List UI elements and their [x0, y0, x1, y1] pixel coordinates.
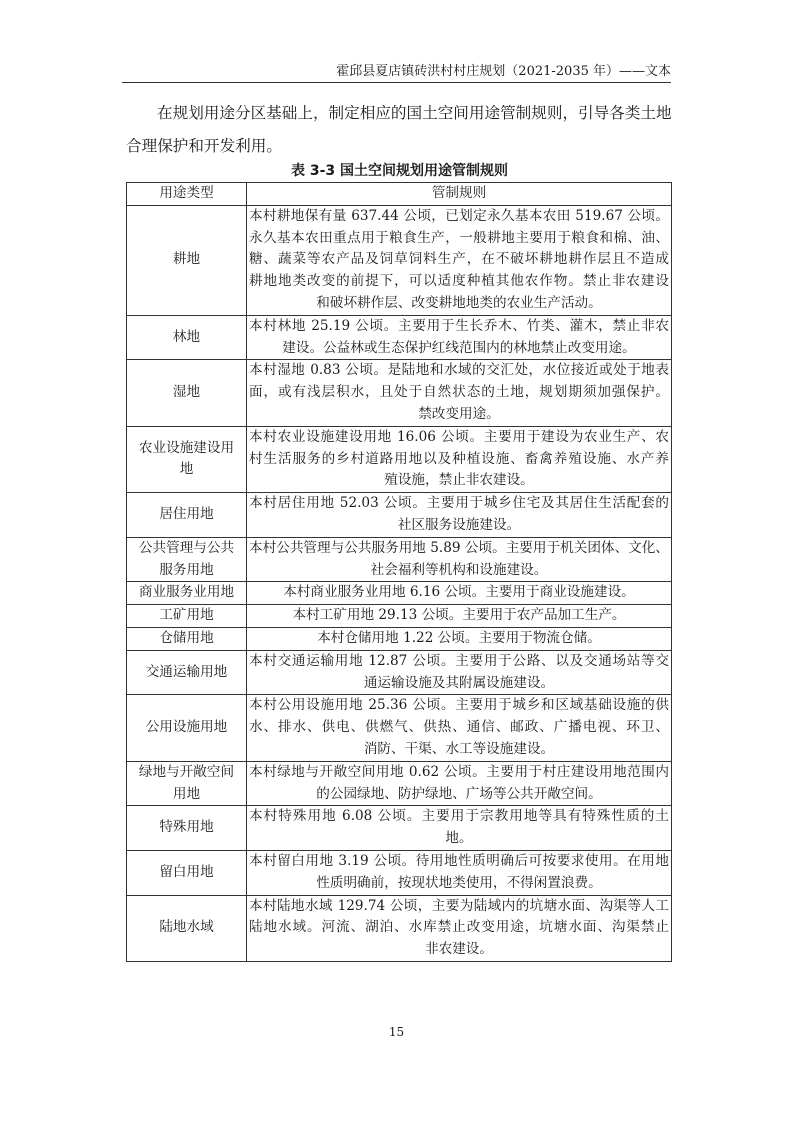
table-header-row	[127, 183, 672, 206]
control-rule-line: 本村农业设施建设用地 16.06 公顷。主要用于建设为农业生产、农	[249, 428, 669, 445]
land-use-type-line: 绿地与开敞空间	[138, 763, 235, 780]
land-use-type-line: 公用设施用地	[145, 719, 228, 736]
table-row	[127, 426, 672, 492]
column-header-type: 用途类型	[127, 183, 247, 206]
land-use-type-line: 居住用地	[159, 506, 214, 523]
land-use-type-cell	[127, 426, 247, 492]
control-rule-line: 殖设施，禁止非农建设。	[384, 472, 534, 489]
control-rule-cell	[247, 205, 672, 315]
control-rule-cell	[247, 650, 672, 695]
table-row	[127, 537, 672, 582]
intro-line-2: 合理保护和开发利用。	[126, 137, 282, 155]
land-use-type-cell	[127, 360, 247, 426]
table-row	[127, 582, 672, 605]
land-use-type-line: 工矿用地	[159, 607, 214, 624]
control-rule-cell	[247, 695, 672, 761]
control-rule-line: 本村商业服务业用地 6.16 公顷。主要用于商业设施建设。	[283, 584, 635, 601]
land-use-type-cell	[127, 315, 247, 360]
control-rule-line: 本村陆地水域 129.74 公顷，主要为陆域内的坑塘水面、沟渠等人工	[249, 897, 669, 914]
control-rule-line: 通运输设施及其附属设施建设。	[363, 674, 555, 691]
control-rule-line: 性质明确前，按现状地类使用，不得闲置浪费。	[316, 874, 602, 891]
control-rule-cell	[247, 627, 672, 650]
control-rule-line: 永久基本农田重点用于粮食生产，一般耕地主要用于粮食和棉、油、	[249, 229, 669, 246]
land-use-type-cell	[127, 493, 247, 538]
control-rule-cell	[247, 605, 672, 628]
land-use-type-line: 公共管理与公共	[138, 539, 235, 556]
control-rule-line: 本村公用设施用地 25.36 公顷。主要用于城乡和区域基础设施的供	[249, 697, 669, 714]
land-use-type-line: 商业服务业用地	[138, 584, 235, 601]
control-rule-line: 消防、干渠、水工等设施建设。	[363, 740, 555, 757]
land-use-type-line: 特殊用地	[159, 819, 214, 836]
control-rule-line: 本村交通运输用地 12.87 公顷。主要用于公路、以及交通场站等交	[249, 652, 669, 669]
control-rule-line: 建设。公益林或生态保护红线范围内的林地禁止改变用途。	[282, 339, 636, 356]
control-rule-line: 本村公共管理与公共服务用地 5.89 公顷。主要用于机关团体、文化、	[249, 539, 669, 556]
land-use-type-cell	[127, 582, 247, 605]
control-rule-line: 本村林地 25.19 公顷。主要用于生长乔木、竹类、灌木，禁止非农	[249, 317, 669, 334]
control-rule-line: 村生活服务的乡村道路用地以及种植设施、畜禽养殖设施、水产养	[249, 450, 669, 467]
table-row	[127, 695, 672, 761]
table-row	[127, 806, 672, 851]
table-row	[127, 761, 672, 806]
table-row	[127, 895, 672, 961]
land-use-type-line: 耕地	[172, 251, 201, 268]
land-use-control-table	[126, 182, 672, 962]
land-use-type-cell	[127, 695, 247, 761]
table-row	[127, 360, 672, 426]
control-rule-line: 本村居住用地 52.03 公顷。主要用于城乡住宅及其居住生活配套的	[249, 495, 669, 512]
land-use-type-cell	[127, 895, 247, 961]
control-rule-line: 非农建设。	[425, 941, 493, 958]
land-use-type-cell	[127, 850, 247, 895]
control-rule-line: 水、排水、供电、供燃气、供热、通信、邮政、广播电视、环卫、	[249, 719, 669, 736]
land-use-type-line: 地	[179, 461, 194, 478]
land-use-type-line: 农业设施建设用	[138, 439, 235, 456]
header-rule	[122, 82, 671, 83]
control-rule-cell	[247, 850, 672, 895]
control-rule-line: 本村留白用地 3.19 公顷。待用地性质明确后可按要求使用。在用地	[249, 852, 669, 869]
control-rule-line: 的公园绿地、防护绿地、广场等公共开敞空间。	[316, 785, 602, 802]
table-row	[127, 850, 672, 895]
control-rule-line: 社会福利等机构和设施建设。	[370, 561, 548, 578]
control-rule-line: 和破坏耕作层、改变耕地地类的农业生产活动。	[316, 294, 602, 311]
control-rule-cell	[247, 360, 672, 426]
page-number: 15	[388, 1025, 405, 1039]
control-rule-line: 本村工矿用地 29.13 公顷。主要用于农产品加工生产。	[292, 607, 626, 624]
intro-paragraph	[126, 97, 673, 163]
land-use-type-cell	[127, 627, 247, 650]
control-rule-cell	[247, 315, 672, 360]
table-row	[127, 315, 672, 360]
land-use-type-line: 仓储用地	[159, 629, 214, 646]
land-use-type-cell	[127, 537, 247, 582]
control-rule-line: 社区服务设施建设。	[397, 516, 521, 533]
land-use-type-line: 服务用地	[159, 561, 214, 578]
land-use-type-cell	[127, 605, 247, 628]
table-row	[127, 605, 672, 628]
table-row	[127, 627, 672, 650]
land-use-type-cell	[127, 806, 247, 851]
intro-line-1: 在规划用途分区基础上，制定相应的国土空间用途管制规则，引导各类土地	[157, 104, 672, 122]
table-row	[127, 205, 672, 315]
land-use-type-cell	[127, 650, 247, 695]
table-row	[127, 493, 672, 538]
control-rule-line: 本村绿地与开敞空间用地 0.62 公顷。主要用于村庄建设用地范围内	[249, 763, 669, 780]
land-use-type-line: 留白用地	[159, 863, 214, 880]
land-use-type-cell	[127, 205, 247, 315]
control-rule-cell	[247, 582, 672, 605]
column-header-rule: 管制规则	[247, 183, 672, 206]
control-rule-cell	[247, 895, 672, 961]
control-rule-line: 本村耕地保有量 637.44 公顷，已划定永久基本农田 519.67 公顷。	[249, 207, 669, 224]
control-rule-cell	[247, 426, 672, 492]
land-use-type-line: 用地	[172, 785, 201, 802]
control-rule-line: 糖、蔬菜等农产品及饲草饲料生产，在不破坏耕地耕作层且不造成	[249, 251, 669, 268]
table-caption: 表 3-3 国土空间规划用途管制规则	[290, 163, 509, 179]
control-rule-cell	[247, 761, 672, 806]
table-row	[127, 650, 672, 695]
control-rule-line: 面，或有浅层积水，且处于自然状态的土地，规划期须加强保护。	[249, 384, 669, 401]
control-rule-line: 禁改变用途。	[418, 405, 500, 422]
land-use-type-cell	[127, 761, 247, 806]
land-use-type-line: 林地	[172, 328, 201, 345]
control-rule-cell	[247, 806, 672, 851]
control-rule-cell	[247, 493, 672, 538]
land-use-type-line: 交通运输用地	[145, 663, 228, 680]
control-rule-line: 本村特殊用地 6.08 公顷。主要用于宗教用地等具有特殊性质的土	[249, 808, 669, 825]
land-use-type-line: 陆地水域	[159, 919, 214, 936]
control-rule-line: 本村仓储用地 1.22 公顷。主要用于物流仓储。	[317, 629, 601, 646]
control-rule-line: 本村湿地 0.83 公顷。是陆地和水域的交汇处，水位接近或处于地表	[249, 362, 669, 379]
control-rule-cell	[247, 537, 672, 582]
control-rule-line: 陆地水域。河流、湖泊、水库禁止改变用途，坑塘水面、沟渠禁止	[249, 919, 669, 936]
control-rule-line: 耕地地类改变的前提下，可以适度种植其他农作物。禁止非农建设	[249, 273, 669, 290]
control-rule-line: 地。	[445, 830, 473, 847]
land-use-type-line: 湿地	[172, 384, 201, 401]
running-header-title: 霍邱县夏店镇砖洪村村庄规划（2021-2035 年）——文本	[336, 64, 671, 79]
